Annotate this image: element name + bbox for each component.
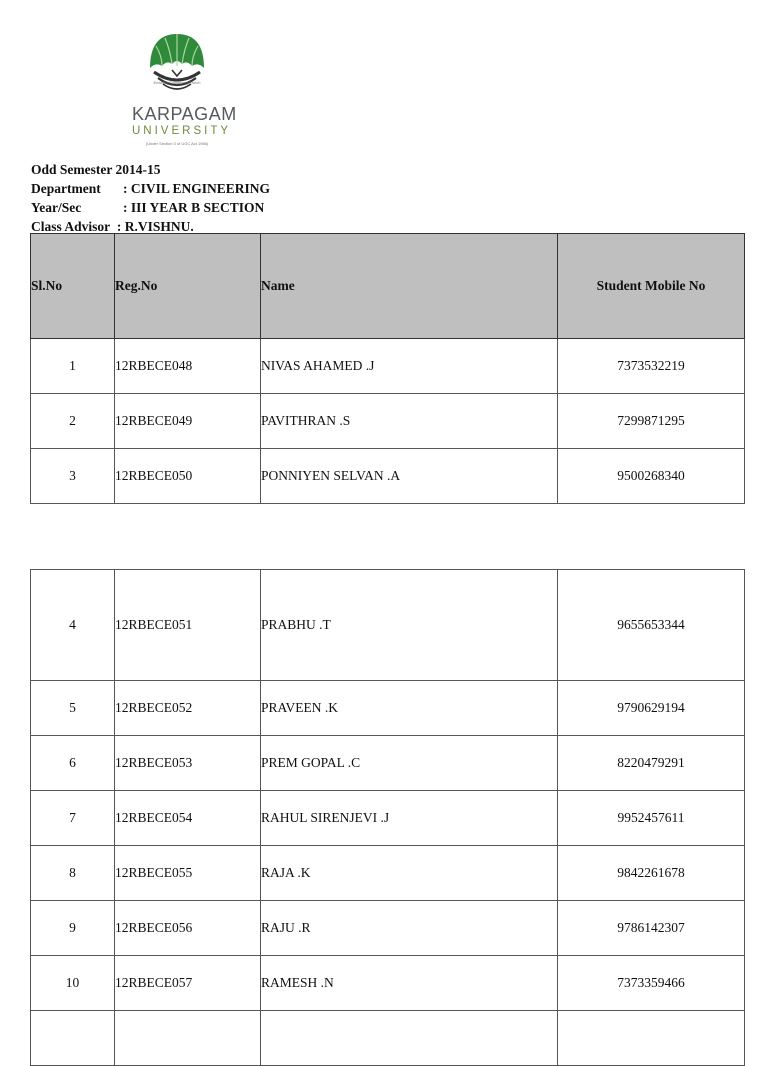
cell-slno: 5: [31, 681, 115, 736]
cell-slno: 10: [31, 956, 115, 1011]
column-header-mobile: Student Mobile No: [558, 234, 745, 339]
cell-slno: 4: [31, 570, 115, 681]
cell-regno: 12RBECE052: [115, 681, 261, 736]
year-section-line: [31, 198, 270, 217]
cell-regno: 12RBECE054: [115, 791, 261, 846]
column-header-name: Name: [261, 234, 558, 339]
cell-slno: 1: [31, 339, 115, 394]
cell-regno: 12RBECE056: [115, 901, 261, 956]
class-advisor-value: : R.VISHNU.: [116, 219, 194, 234]
table-row: [31, 791, 745, 846]
cell-mobile: [558, 1011, 745, 1066]
logo-tagline: Enable | Enlighten | Enrich: [153, 80, 201, 85]
department-value: : CIVIL ENGINEERING: [123, 181, 271, 196]
department-label: Department: [31, 181, 101, 196]
cell-name: RAHUL SIRENJEVI .J: [261, 791, 558, 846]
logo-university-word: UNIVERSITY: [132, 125, 232, 137]
table-row: [31, 339, 745, 394]
cell-regno: 12RBECE055: [115, 846, 261, 901]
cell-mobile: 8220479291: [558, 736, 745, 791]
column-header-regno: Reg.No: [115, 234, 261, 339]
cell-mobile: 9790629194: [558, 681, 745, 736]
class-info: [31, 160, 270, 236]
cell-name: PRABHU .T: [261, 570, 558, 681]
column-header-slno: Sl.No: [31, 234, 115, 339]
university-logo: [132, 30, 237, 154]
table-row: [31, 901, 745, 956]
year-section-label: Year/Sec: [31, 200, 82, 215]
table-row: [31, 449, 745, 504]
cell-mobile: 9842261678: [558, 846, 745, 901]
cell-name: PREM GOPAL .C: [261, 736, 558, 791]
table-row: [31, 394, 745, 449]
cell-name: RAMESH .N: [261, 956, 558, 1011]
cell-mobile: 9952457611: [558, 791, 745, 846]
cell-regno: 12RBECE053: [115, 736, 261, 791]
cell-slno: 7: [31, 791, 115, 846]
cell-name: PONNIYEN SELVAN .A: [261, 449, 558, 504]
cell-slno: [31, 1011, 115, 1066]
cell-name: PAVITHRAN .S: [261, 394, 558, 449]
cell-name: [261, 1011, 558, 1066]
cell-mobile: 7373532219: [558, 339, 745, 394]
year-section-value: : III YEAR B SECTION: [123, 200, 265, 215]
cell-name: PRAVEEN .K: [261, 681, 558, 736]
cell-regno: [115, 1011, 261, 1066]
table-row: [31, 570, 745, 681]
class-advisor-label: Class Advisor: [31, 219, 111, 234]
cell-regno: 12RBECE051: [115, 570, 261, 681]
student-table-2: [30, 569, 745, 1066]
table-row: [31, 1011, 745, 1066]
cell-mobile: 9786142307: [558, 901, 745, 956]
table-row: [31, 956, 745, 1011]
cell-name: RAJA .K: [261, 846, 558, 901]
cell-mobile: 7373359466: [558, 956, 745, 1011]
cell-slno: 3: [31, 449, 115, 504]
cell-mobile: 7299871295: [558, 394, 745, 449]
cell-slno: 2: [31, 394, 115, 449]
table-row: [31, 681, 745, 736]
department-line: [31, 179, 270, 198]
table-row: [31, 846, 745, 901]
cell-regno: 12RBECE049: [115, 394, 261, 449]
cell-slno: 9: [31, 901, 115, 956]
cell-slno: 8: [31, 846, 115, 901]
cell-regno: 12RBECE048: [115, 339, 261, 394]
cell-mobile: 9500268340: [558, 449, 745, 504]
cell-regno: 12RBECE050: [115, 449, 261, 504]
student-table-1: [30, 233, 745, 504]
cell-name: NIVAS AHAMED .J: [261, 339, 558, 394]
logo-university-name: KARPAGAM: [132, 104, 237, 124]
semester-line: Odd Semester 2014-15: [31, 162, 161, 177]
table-header-row: [31, 234, 745, 339]
table-row: [31, 736, 745, 791]
cell-mobile: 9655653344: [558, 570, 745, 681]
cell-name: RAJU .R: [261, 901, 558, 956]
cell-regno: 12RBECE057: [115, 956, 261, 1011]
cell-slno: 6: [31, 736, 115, 791]
logo-emblem-icon: [132, 30, 222, 102]
logo-established: (Under Section 3 of UGC Act 1956): [145, 141, 209, 146]
